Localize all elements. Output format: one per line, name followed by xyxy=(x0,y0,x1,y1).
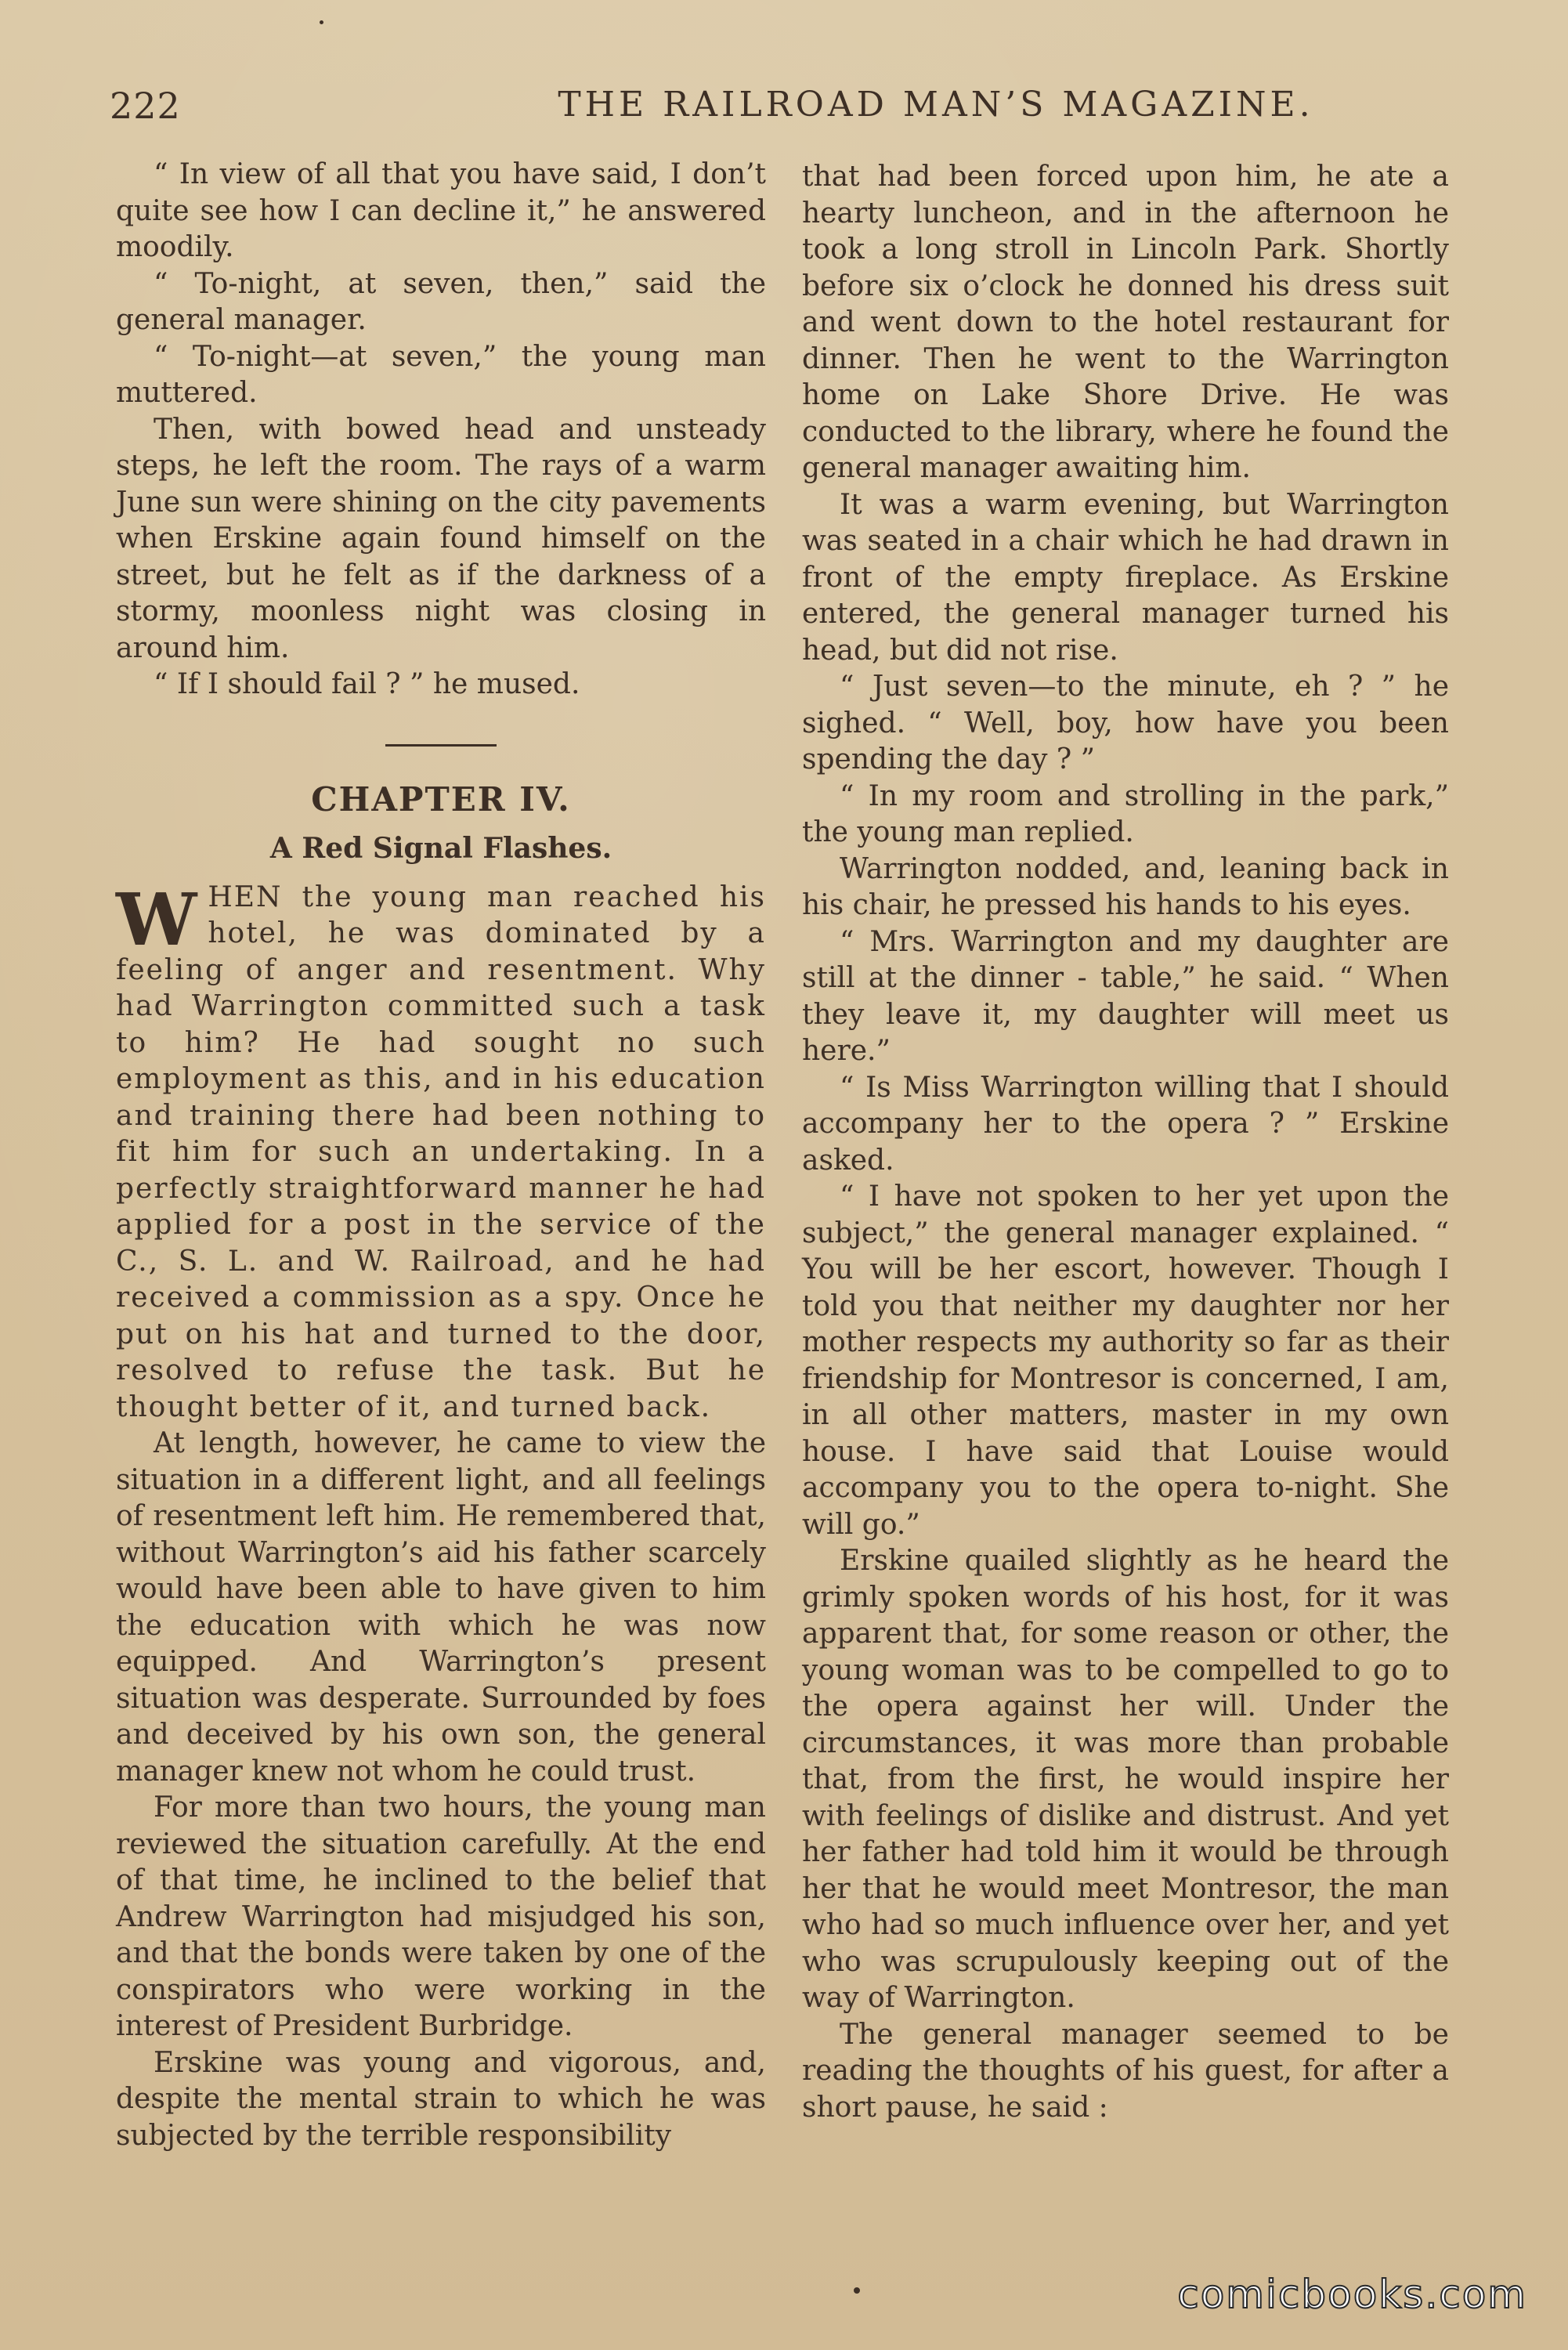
paragraph-continuation: that had been forced upon him, he ate a hearty luncheon, and in the afternoon he took a long stroll in Lincoln Park. Shortly before six o’clock he donned his dress suit and went down to the hotel restaurant for dinner. Then he went to the Warrington home on Lake Shore Drive. He was conducted to the library, where he found the general manager awaiting him. xyxy=(802,161,1449,484)
ink-dot xyxy=(320,20,323,24)
chapter-subtitle: A Red Signal Flashes. xyxy=(269,831,612,865)
opening-text: HEN the young man reached his hotel, he was dominated by a feeling of anger and resentment. Why had Warrington committed such a task to him? He had sought no such employment as this, and in his education and training there had been nothing to fit him for such an undertaking. In a perfectly straightforward manner he had applied for a post in the service of the C., S. L. and W. Railroad, and he had received a commission as a spy. Once he put on his hat and turned to the door, resolved to refuse the task. But he thought better of it, and turned back. xyxy=(116,880,766,1423)
paragraph: “ In view of all that you have said, I don’t quite see how I can decline it,” he answered moodily. xyxy=(116,158,766,263)
paragraph: “ I have not spoken to her yet upon the subject,” the general manager explained. “ You will be her escort, however. Though I told you that neither my daughter nor her mother respects my authority so far as their friendship for Montresor is concerned, I am, in all other matters, master in my own house. I have said that Louise would accompany you to the opera to-night. She will go.” xyxy=(802,1180,1449,1541)
paragraph: “ If I should fail ? ” he mused. xyxy=(154,668,580,700)
paragraph: Warrington nodded, and, leaning back in his chair, he pressed his hands to his eyes. xyxy=(802,852,1449,921)
drop-cap: W xyxy=(116,877,197,962)
paragraph: At length, however, he came to view the situation in a different light, and all feelings of resentment left him. He remembered that, without Warrington’s aid his father scarcely would have been able to have given to him the education with which he was now equipped. And Warrington’s present situation was desperate. Surrounded by foes and deceived by his own son, the general manager knew not whom he could trust. xyxy=(116,1427,766,1788)
right-column xyxy=(802,159,1449,2126)
paragraph: Erskine quailed slightly as he heard the grimly spoken words of his host, for it was apparent that, for some reason or other, the young woman was to be compelled to go to the opera against her will. Under the circumstances, it was more than probable that, from the first, he would inspire her with feelings of dislike and distrust. And yet her father had told him it would be through her that he would meet Montresor, the man who had so much influence over her, and yet who was scrupulously keeping out of the way of Warrington. xyxy=(802,1545,1449,2014)
chapter-divider xyxy=(385,744,497,747)
paragraph: “ To-night, at seven, then,” said the general manager. xyxy=(116,267,766,336)
page-header xyxy=(110,85,1465,132)
paragraph: Erskine was young and vigorous, and, despite the mental strain to which he was subjected by the terrible responsibility xyxy=(116,2046,766,2152)
ink-dot xyxy=(854,2287,860,2294)
paragraph: The general manager seemed to be reading the thoughts of his guest, for after a short pause, he said : xyxy=(802,2018,1449,2124)
chapter-title: CHAPTER IV. xyxy=(311,779,571,819)
paragraph: It was a warm evening, but Warrington was seated in a chair which he had drawn in front of the empty fireplace. As Erskine entered, the general manager turned his head, but did not rise. xyxy=(802,488,1449,667)
paragraph: For more than two hours, the young man reviewed the situation carefully. At the end of that time, he inclined to the belief that Andrew Warrington had misjudged his son, and that the bonds were taken by one of the conspirators who were working in the interest of President Burbridge. xyxy=(116,1791,766,2042)
page-number: 222 xyxy=(110,85,181,127)
paragraph: “ Mrs. Warrington and my daughter are still at the dinner - table,” he said. “ When they leave it, my daughter will meet us here.” xyxy=(802,925,1449,1067)
paragraph: “ Is Miss Warrington willing that I should accompany her to the opera ? ” Erskine asked. xyxy=(802,1071,1449,1177)
paragraph: “ To-night—at seven,” the young man muttered. xyxy=(116,340,766,409)
watermark-logo: comicbooks.com xyxy=(1177,2272,1527,2317)
running-title: THE RAILROAD MAN’S MAGAZINE. xyxy=(558,85,1314,125)
paragraph: “ Just seven—to the minute, eh ? ” he sighed. “ Well, boy, how have you been spending the day ? ” xyxy=(802,671,1449,776)
paragraph: “ In my room and strolling in the park,” the young man replied. xyxy=(802,779,1449,848)
paragraph: Then, with bowed head and unsteady steps, he left the room. The rays of a warm June sun were shining on the city pavements when Erskine again found himself on the street, but he felt as if the darkness of a stormy, moonless night was closing in around him. xyxy=(116,413,766,664)
chapter-opening-paragraph xyxy=(116,877,766,1426)
left-column xyxy=(116,157,766,2154)
